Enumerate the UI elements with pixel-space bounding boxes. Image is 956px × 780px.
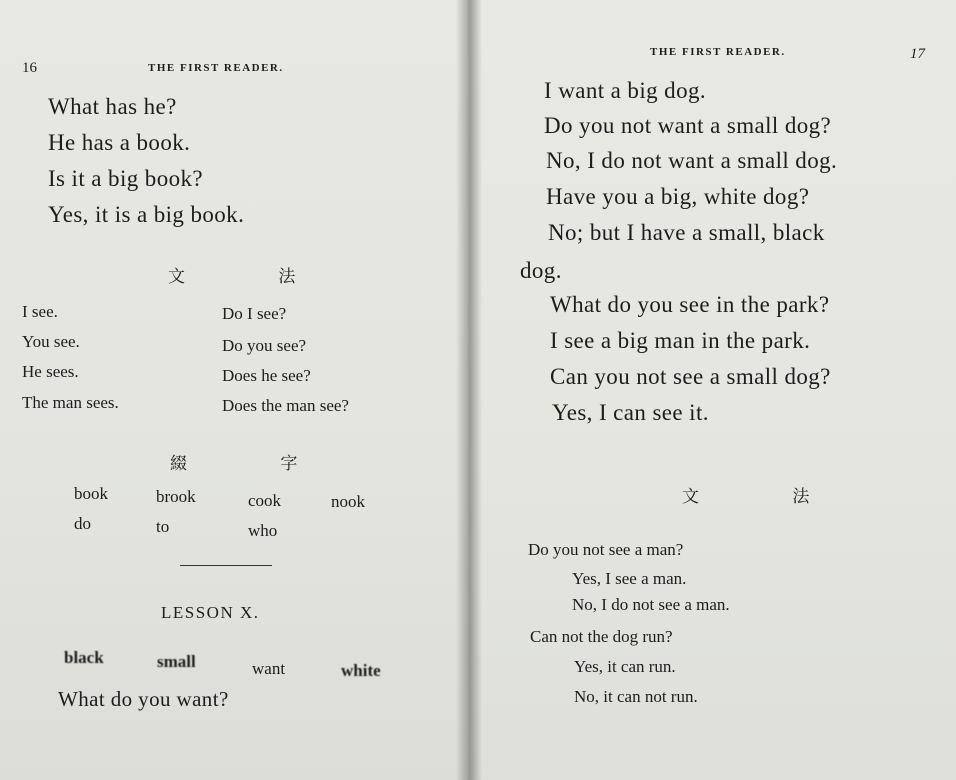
spelling-word: do	[74, 514, 91, 533]
spelling-word: brook	[156, 487, 196, 506]
lesson-title: LESSON X.	[161, 603, 260, 622]
book-gutter	[456, 0, 482, 780]
vocab-word: white	[341, 661, 381, 680]
spelling-word: nook	[331, 492, 365, 511]
grammar-item: No, I do not see a man.	[572, 595, 730, 614]
text-line: No, I do not want a small dog.	[546, 148, 838, 173]
grammar-item: Yes, I see a man.	[572, 569, 687, 588]
grammar-question: Do I see?	[222, 304, 287, 323]
spelling-word: cook	[248, 491, 282, 510]
text-line: I want a big dog.	[544, 78, 707, 103]
grammar-item: You see.	[22, 332, 80, 351]
left-page	[0, 0, 468, 780]
page-number: 17	[910, 46, 925, 62]
grammar-item: I see.	[22, 302, 58, 321]
text-line: Have you a big, white dog?	[546, 184, 810, 209]
text-line: No; but I have a small, black	[548, 220, 825, 245]
text-line: dog.	[520, 258, 562, 283]
vocab-word: black	[64, 648, 104, 667]
grammar-item: He sees.	[22, 362, 79, 381]
grammar-heading: 文 法	[682, 487, 854, 507]
running-head: THE FIRST READER.	[148, 62, 284, 74]
grammar-item: Can not the dog run?	[530, 627, 673, 646]
text-line: Yes, it is a big book.	[48, 202, 245, 227]
grammar-item: The man sees.	[22, 393, 119, 412]
spelling-word: to	[156, 517, 170, 536]
grammar-question: Does the man see?	[222, 396, 349, 415]
right-page	[468, 0, 956, 780]
text-line: Yes, I can see it.	[552, 400, 709, 425]
section-divider	[180, 565, 272, 566]
vocab-word: want	[252, 659, 286, 678]
spelling-word: book	[74, 484, 108, 503]
text-line: Can you not see a small dog?	[550, 364, 831, 389]
text-line: Do you not want a small dog?	[544, 113, 832, 138]
grammar-item: Yes, it can run.	[574, 657, 676, 676]
grammar-question: Do you see?	[222, 336, 307, 355]
grammar-item: No, it can not run.	[574, 687, 698, 706]
text-line: What has he?	[48, 94, 177, 119]
page-number: 16	[22, 60, 37, 76]
grammar-heading: 文 法	[168, 267, 340, 287]
text-line: He has a book.	[48, 130, 191, 155]
text-line: What do you want?	[58, 687, 229, 711]
vocab-word: small	[157, 652, 196, 671]
running-head: THE FIRST READER.	[650, 46, 786, 58]
text-line: Is it a big book?	[48, 166, 203, 191]
grammar-item: Do you not see a man?	[528, 540, 684, 559]
grammar-question: Does he see?	[222, 366, 311, 385]
text-line: What do you see in the park?	[550, 292, 830, 317]
spelling-heading: 綴 字	[170, 454, 342, 474]
spelling-word: who	[248, 521, 278, 540]
text-line: I see a big man in the park.	[550, 328, 811, 353]
